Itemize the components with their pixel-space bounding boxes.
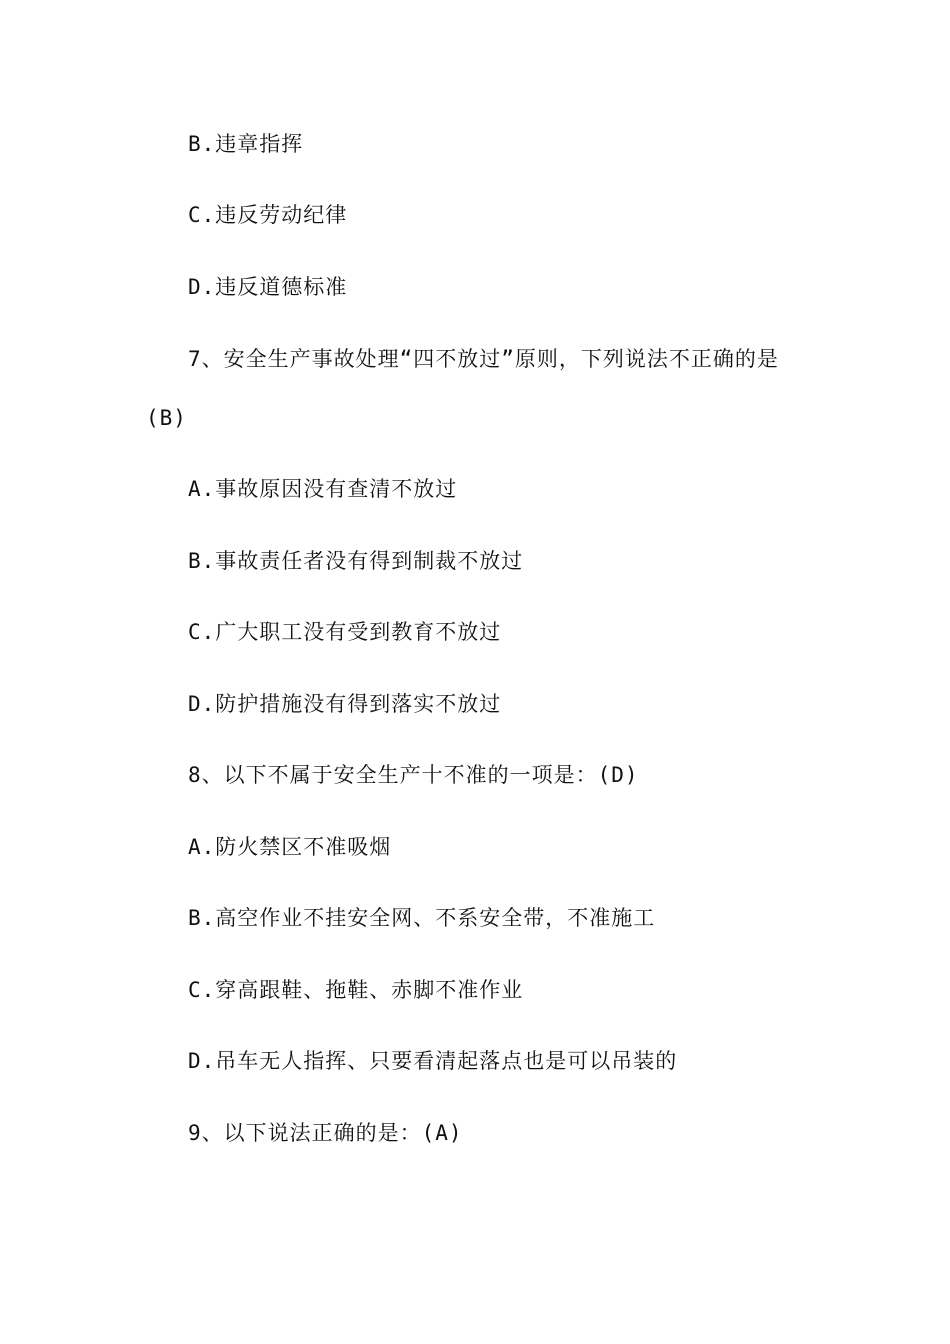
option-c-q8: C.穿高跟鞋、拖鞋、赤脚不准作业 (188, 978, 524, 1002)
option-a-q7: A.事故原因没有查清不放过 (188, 477, 458, 501)
option-b-q6: B.违章指挥 (188, 132, 304, 156)
option-d-q8: D.吊车无人指挥、只要看清起落点也是可以吊装的 (188, 1049, 678, 1073)
question-7-answer: (B) (146, 406, 187, 430)
option-b-q8: B.高空作业不挂安全网、不系安全带，不准施工 (188, 906, 656, 930)
option-c-q6: C.违反劳动纪律 (188, 203, 348, 227)
option-a-q8: A.防火禁区不准吸烟 (188, 835, 392, 859)
option-d-q6: D.违反道德标准 (188, 275, 348, 299)
option-b-q7: B.事故责任者没有得到制裁不放过 (188, 549, 524, 573)
question-9: 9、以下说法正确的是：(A) (188, 1121, 463, 1145)
question-7: 7、安全生产事故处理“四不放过”原则，下列说法不正确的是 (188, 347, 779, 371)
question-8: 8、以下不属于安全生产十不准的一项是：(D) (188, 763, 639, 787)
option-d-q7: D.防护措施没有得到落实不放过 (188, 692, 502, 716)
option-c-q7: C.广大职工没有受到教育不放过 (188, 620, 502, 644)
